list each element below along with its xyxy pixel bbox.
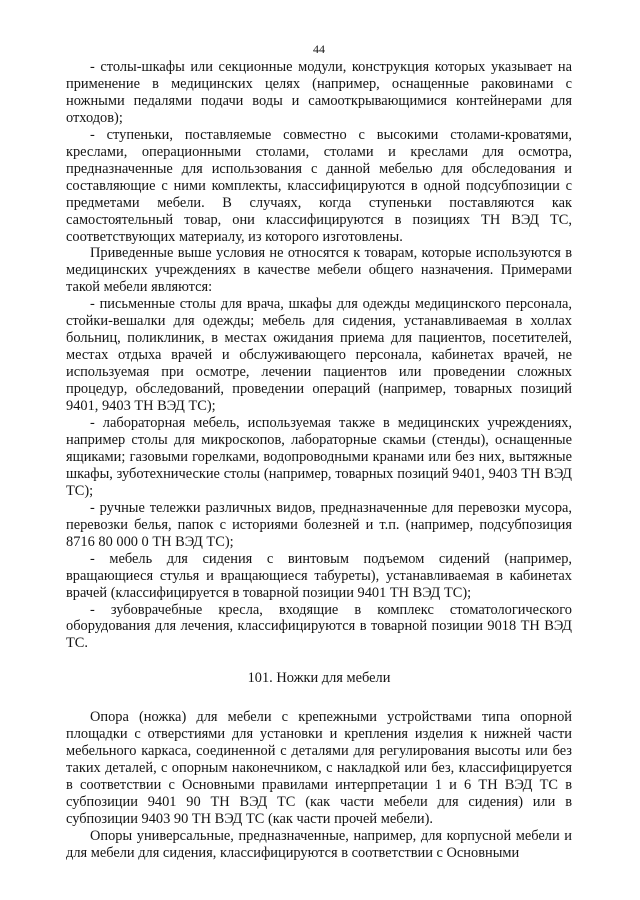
paragraph-universal-supports: Опоры универсальные, предназначенные, например, для корпусной мебели и для мебели для сидения, классифицируются в соответствии с Основными xyxy=(66,828,572,861)
paragraph-lab-furniture: - лабораторная мебель, используемая также в медицинских учреждениях, например столы для микроскопов, лабораторные скамьи (стенды), оснащенные ящиками; газовыми горелками, водопроводными кранами или без них, вытяжные шкафы, зуботехнические столы (например, товарных позиций 9401, 9403 ТН ВЭД ТС); xyxy=(66,415,572,499)
section-medical-furniture xyxy=(66,59,572,652)
page-number: 44 xyxy=(313,42,325,56)
section-furniture-legs xyxy=(66,709,572,862)
paragraph-cabinet-tables: - столы-шкафы или секционные модули, конструкция которых указывает на применение в медицинских целях (например, оснащенные раковинами с ножными педалями подачи воды и самооткрывающимися контейнерами для отходов); xyxy=(66,59,572,126)
paragraph-swivel-seats: - мебель для сидения с винтовым подъемом сидений (например, вращающиеся стулья и вращающиеся табуреты), устанавливаемая в кабинетах врачей (классифицируется в товарной позиции 9401 ТН ВЭД ТС); xyxy=(66,550,572,601)
paragraph-desks: - письменные столы для врача, шкафы для одежды медицинского персонала, стойки-вешалки для одежды; мебель для сидения, устанавливаемая в холлах больниц, поликлиник, в местах ожидания приема для пациентов, посетителей, местах отдыха врачей и обслуживающего персонала, кабинетах врачей, не используемая при осмотре, лечении пациентов или проведении сложных процедур, обследований, проведении операций (например, товарных позиций 9401, 9403 ТН ВЭД ТС); xyxy=(66,296,572,415)
section-heading: 101. Ножки для мебели xyxy=(247,670,391,687)
paragraph-hand-trolleys: - ручные тележки различных видов, предназначенные для перевозки мусора, перевозки белья, папок с историями болезней и т.п. (например, подсубпозиция 8716 80 000 0 ТН ВЭД ТС); xyxy=(66,499,572,550)
paragraph-dental-chairs: - зубоврачебные кресла, входящие в комплекс стоматологического оборудования для лечения, классифицируются в товарной позиции 9018 ТН ВЭД ТС. xyxy=(66,601,572,652)
paragraph-steps: - ступеньки, поставляемые совместно с высокими столами-кроватями, креслами, операционными столами, столами и креслами для осмотра, предназначенные для использования с данной мебелью для обследования и составляющие с ними комплекты, классифицируются в одной подсубпозиции с предметами мебели. В случаях, когда ступеньки поставляются как самостоятельный товар, они классифицируются в позициях ТН ВЭД ТС, соответствующих материалу, из которого изготовлены. xyxy=(66,126,572,245)
paragraph-furniture-leg: Опора (ножка) для мебели с крепежными устройствами типа опорной площадки с отверстиями для установки и крепления изделия к нижней части мебельного каркаса, соединенной с деталями для регулирования высоты или без таких деталей, с опорным наконечником, с накладкой или без, классифицируется в соответствии с Основными правилами интерпретации 1 и 6 ТН ВЭД ТС в субпозиции 9401 90 ТН ВЭД ТС (как части мебели для сидения) или в субпозиции 9403 90 ТН ВЭД ТС (как части прочей мебели). xyxy=(66,709,572,828)
paragraph-general-furniture: Приведенные выше условия не относятся к товарам, которые используются в медицинских учреждениях в качестве мебели общего назначения. Примерами такой мебели являются: xyxy=(66,245,572,296)
